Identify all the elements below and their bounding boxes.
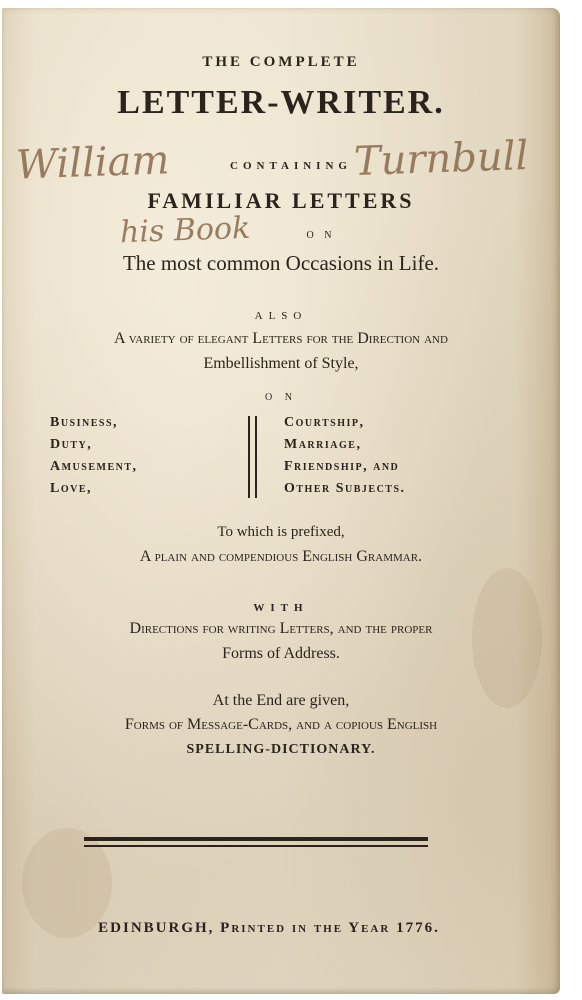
subject-item: Friendship, and bbox=[284, 459, 400, 474]
handwritten-surname: Turnbull bbox=[353, 132, 530, 186]
subject-item: Courtship, bbox=[284, 415, 365, 430]
subjects-left-column bbox=[50, 412, 138, 500]
subject-item: Business, bbox=[50, 415, 119, 430]
embellishment-line: Embellishment of Style, bbox=[203, 355, 359, 372]
spelling-dictionary-line: SPELLING-DICTIONARY. bbox=[186, 742, 376, 757]
main-title: LETTER-WRITER. bbox=[117, 84, 445, 121]
most-common-occasions: The most common Occasions in Life. bbox=[122, 251, 440, 275]
subject-item: Marriage, bbox=[284, 437, 362, 452]
double-rule-thin bbox=[84, 845, 428, 847]
at-the-end-line: At the End are given, bbox=[212, 692, 350, 709]
message-cards-line: Forms of Message-Cards, and a copious English bbox=[124, 716, 438, 733]
paper-stain bbox=[472, 568, 542, 708]
forms-of-address-line: Forms of Address. bbox=[222, 645, 340, 662]
directions-line: Directions for writing Letters, and the proper bbox=[129, 620, 433, 637]
handwritten-his-book: his Book bbox=[119, 210, 251, 251]
subject-item: Other Subjects. bbox=[284, 481, 406, 496]
on-label-1: O N bbox=[306, 230, 336, 241]
subjects-right-column bbox=[284, 412, 406, 500]
prefixed-line: To which is prefixed, bbox=[217, 524, 345, 540]
column-divider bbox=[248, 416, 257, 498]
grammar-line: A plain and compendious English Grammar. bbox=[139, 548, 423, 565]
also-label: ALSO bbox=[254, 310, 308, 322]
subject-item: Amusement, bbox=[50, 459, 138, 474]
subject-item: Duty, bbox=[50, 437, 93, 452]
variety-line: A variety of elegant Letters for the Direction and bbox=[114, 330, 448, 347]
on-label-2: O N bbox=[265, 392, 297, 403]
imprint-line: EDINBURGH, Printed in the Year 1776. bbox=[98, 920, 440, 936]
familiar-letters-heading: FAMILIAR LETTERS bbox=[147, 188, 415, 213]
containing-label: CONTAINING bbox=[230, 160, 352, 172]
title-page bbox=[2, 8, 560, 994]
double-rule-thick bbox=[84, 837, 428, 841]
with-label: WITH bbox=[253, 602, 309, 614]
handwritten-first-name: William bbox=[15, 137, 171, 189]
title-line-the-complete: THE COMPLETE bbox=[202, 54, 360, 70]
subject-item: Love, bbox=[50, 481, 93, 496]
